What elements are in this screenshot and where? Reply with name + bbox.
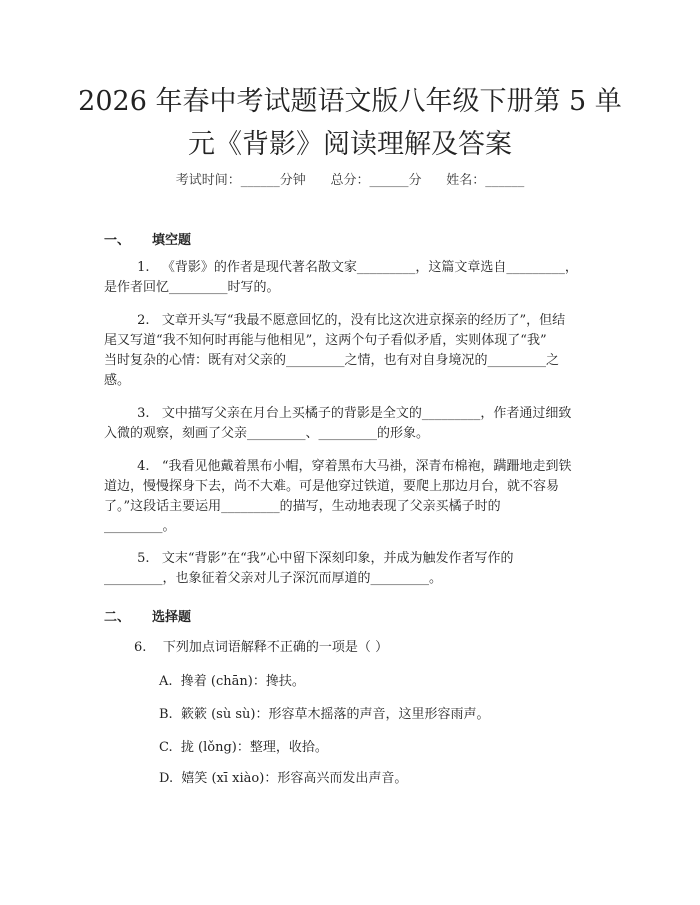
section-heading-fill [104,229,191,248]
section-title: 选择题 [152,610,192,625]
option-a: A. 搀着 (chān)：搀扶。 [159,674,305,689]
section-number: 一、 [104,233,131,248]
title-line-2: 元《背影》阅读理解及答案 [188,129,512,160]
document-title [60,80,640,166]
fill-question-5: 5. 文末“背影”在“我”心中留下深刻印象，并成为触发作者写作的 _________，也象征着父亲对儿子深沉而厚道的_________。 [104,551,514,586]
option-c: C. 拢 (lǒng)：整理，收拾。 [159,740,328,755]
fill-question-4: 4. “我看见他戴着黑布小帽，穿着黑布大马褂，深青布棉袍，蹒跚地走到铁 道边，慢慢探身下去，尚不大难。可是他穿过铁道，要爬上那边月台，就不容易 了。”这段话主要运用_________的描写，生动地表现了父亲买橘子时的 _________。 [104,459,572,534]
option-b: B. 簌簌 (sù sù)：形容草木摇落的声音，这里形容雨声。 [159,707,490,722]
section-heading-choice [104,606,191,625]
fill-question-3: 3. 文中描写父亲在月台上买橘子的背影是全文的_________，作者通过细致 入微的观察，刻画了父亲_________、_________的形象。 [104,406,572,441]
exam-info-line: 考试时间：______分钟 总分：______分 姓名：______ [175,173,525,188]
option-d: D. 嬉笑 (xī xiào)：形容高兴而发出声音。 [159,771,408,786]
title-line-1: 2026 年春中考试题语文版八年级下册第 5 单 [78,86,622,117]
section-title: 填空题 [152,233,192,248]
fill-question-2: 2. 文章开头写“我最不愿意回忆的，没有比这次进京探亲的经历了”，但结 尾又写道“我不知何时再能与他相见”，这两个句子看似矛盾，实则体现了“我” 当时复杂的心情：既有对父亲的_________之情，也有对自身境况的_________之 感。 [104,313,566,388]
section-number: 二、 [104,610,131,625]
fill-question-1: 1. 《背影》的作者是现代著名散文家_________，这篇文章选自_________， 是作者回忆_________时写的。 [104,260,578,295]
choice-question-6: 6. 下列加点词语解释不正确的一项是（ ） [134,640,389,655]
